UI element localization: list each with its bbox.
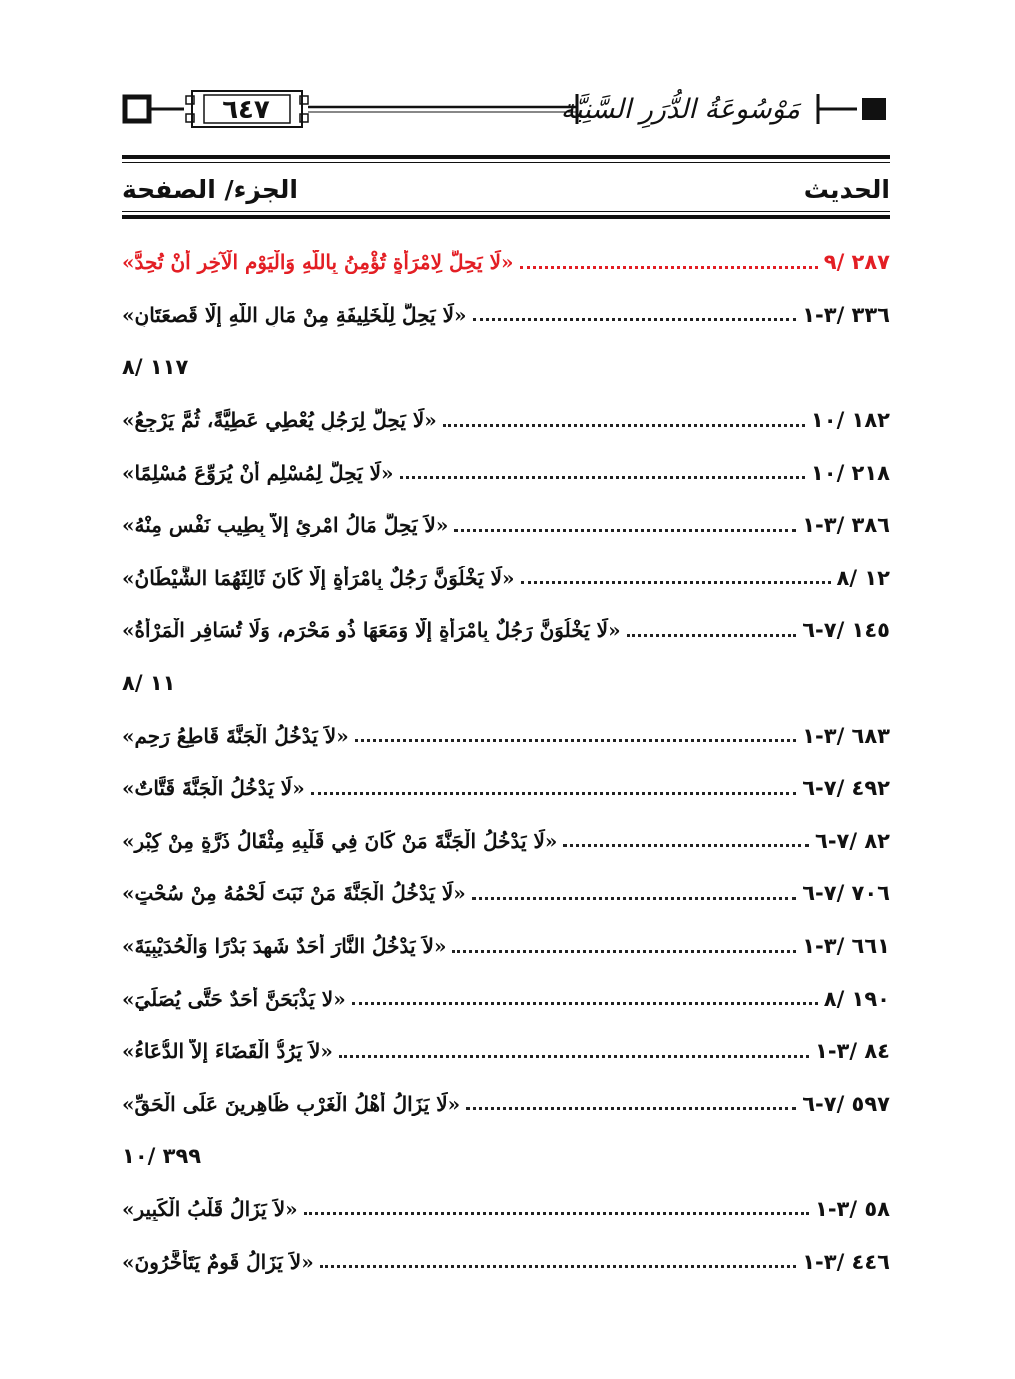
list-item	[122, 972, 890, 1025]
hadith-text: «لاَ يَدْخُلُ النَّارَ أَحَدٌ شَهِدَ بَدْرًا وَالْحُدَيْبِيَةَ»	[122, 934, 447, 959]
volume-page-ref: ٣٩٩ /١٠	[122, 1144, 202, 1169]
leader-dots	[520, 266, 818, 269]
volume-page-ref: ١١ /٨	[122, 671, 176, 696]
volume-page-ref: ٨٢ /٧-٦	[815, 828, 890, 853]
column-heading-hadith: الحديث	[803, 175, 890, 204]
list-item	[122, 499, 890, 552]
leader-dots	[466, 1107, 796, 1110]
list-item	[122, 762, 890, 815]
hadith-text: «لاَ يَرُدُّ الْقَضَاءَ إِلاَّ الدُّعَاءُ»	[122, 1039, 333, 1064]
volume-page-ref: ١٢ /٨	[836, 565, 890, 590]
volume-page-ref: ١٩٠ /٨	[823, 986, 890, 1011]
page-number: ٦٤٧	[222, 95, 270, 125]
volume-page-ref: ٥٩٧ /٧-٦	[802, 1091, 890, 1116]
list-item	[122, 236, 890, 289]
leader-dots	[400, 476, 805, 479]
hadith-text: «لاَ يَزَالُ قَلْبُ الْكَبِيرِ»	[122, 1196, 298, 1221]
list-item	[122, 604, 890, 657]
volume-page-ref: ٨٤ /٣-١	[815, 1039, 890, 1064]
list-item	[122, 657, 890, 710]
list-item	[122, 289, 890, 342]
hadith-text: «لاَ يَزَالُ قَومٌ يَتَأَخَّرُونَ»	[122, 1249, 314, 1274]
volume-page-ref: ٤٤٦ /٣-١	[802, 1249, 890, 1274]
hadith-text: «لَا يَخْلُوَنَّ رَجُلٌ بِامْرَأَةٍ إِلَّا كَانَ ثَالِثَهُمَا الشَّيْطَانُ»	[122, 565, 515, 590]
list-item	[122, 552, 890, 605]
volume-page-ref: ١٨٢ /١٠	[810, 408, 890, 433]
hadith-text: «لاَ يَحِلُّ مَالُ امْرِئٍ إِلاَّ بِطِيبِ نَفْسٍ مِنْهُ»	[122, 513, 449, 538]
hadith-text: «لَا يَحِلُّ لِلْخَلِيفَةِ مِنْ مَالِ اللَّهِ إِلَّا قَصعَتَانِ»	[122, 302, 467, 327]
volume-page-ref: ٤٩٢ /٧-٦	[802, 776, 890, 801]
leader-dots	[355, 739, 796, 742]
volume-page-ref: ٣٨٦ /٣-١	[802, 513, 890, 538]
list-item	[122, 1183, 890, 1236]
leader-dots	[473, 318, 797, 321]
leader-dots	[454, 529, 796, 532]
book-title: مَوْسُوعَةُ الدُّرَرِ السَّنِيَّة	[560, 94, 800, 125]
volume-page-ref: ٢١٨ /١٠	[810, 460, 890, 485]
volume-page-ref: ١٤٥ /٧-٦	[802, 618, 890, 643]
leader-dots	[352, 1002, 818, 1005]
columns-divider	[122, 211, 890, 219]
volume-page-ref: ١١٧ /٨	[122, 355, 189, 380]
list-item	[122, 1025, 890, 1078]
volume-page-ref: ٧٠٦ /٧-٦	[802, 881, 890, 906]
hadith-text: «لَا يَدْخُلُ الْجَنَّةَ مَنْ كَانَ فِي قَلْبِهِ مِثْقَالُ ذَرَّةٍ مِنْ كِبْرٍ»	[122, 828, 558, 853]
leader-dots	[452, 950, 796, 953]
hadith-text: «لَا يَدْخُلُ الْجَنَّةَ قَتَّاتٌ»	[122, 776, 305, 801]
list-item	[122, 1235, 890, 1288]
volume-page-ref: ٦٨٣ /٣-١	[802, 723, 890, 748]
hadith-text: «لَا يَزَالُ أَهْلُ الْغَرْبِ ظَاهِرِينَ عَلَى الْحَقِّ»	[122, 1091, 461, 1116]
list-item	[122, 1130, 890, 1183]
hadith-text: «لَا يَخْلُوَنَّ رَجُلٌ بِامْرَأَةٍ إِلَّا وَمَعَهَا ذُو مَحْرَمٍ، وَلَا تُسَافِرِ الْمَرْأَةُ»	[122, 618, 621, 643]
list-item	[122, 867, 890, 920]
leader-dots	[472, 897, 796, 900]
header-divider	[122, 155, 890, 163]
volume-page-ref: ٦٦١ /٣-١	[802, 934, 890, 959]
leader-dots	[627, 634, 797, 637]
hadith-index-list	[122, 236, 890, 1288]
list-item	[122, 815, 890, 868]
column-heading-volume-page: الجزء/ الصفحة	[122, 175, 298, 204]
hadith-text: «لَا يَحِلُّ لِمُسْلِمٍ أَنْ يُرَوِّعَ مُسْلِمًا»	[122, 460, 394, 485]
volume-page-ref: ٢٨٧ /٩	[823, 250, 890, 275]
leader-dots	[320, 1265, 796, 1268]
leader-dots	[443, 424, 805, 427]
list-item	[122, 1078, 890, 1131]
hadith-text: «لاَ يَدْخُلُ الْجَنَّةَ قَاطِعُ رَحِمٍ»	[122, 723, 349, 748]
list-item	[122, 446, 890, 499]
hadith-text: «لَا يَدْخُلُ الْجَنَّةَ مَنْ نَبَتَ لَحْمُهُ مِنْ سُحْتٍ»	[122, 881, 466, 906]
volume-page-ref: ٣٣٦ /٣-١	[802, 302, 890, 327]
list-item	[122, 920, 890, 973]
list-item	[122, 341, 890, 394]
leader-dots	[304, 1212, 809, 1215]
leader-dots	[339, 1055, 809, 1058]
list-item	[122, 394, 890, 447]
leader-dots	[521, 581, 831, 584]
hadith-text: «لَا يَحِلُّ لِرَجُلٍ يُعْطِي عَطِيَّةً، ثُمَّ يَرْجِعُ»	[122, 408, 437, 433]
hadith-text: «لا يَذْبَحَنَّ أَحَدٌ حَتَّى يُصَلِّيَ»	[122, 986, 346, 1011]
leader-dots	[563, 844, 809, 847]
volume-page-ref: ٥٨ /٣-١	[815, 1196, 890, 1221]
hadith-text: «لَا يَحِلُّ لِامْرَأَةٍ تُؤْمِنُ بِاللَّهِ وَالْيَوْمِ الْآخِرِ أَنْ تُحِدَّ»	[122, 250, 514, 275]
leader-dots	[311, 792, 796, 795]
list-item	[122, 709, 890, 762]
